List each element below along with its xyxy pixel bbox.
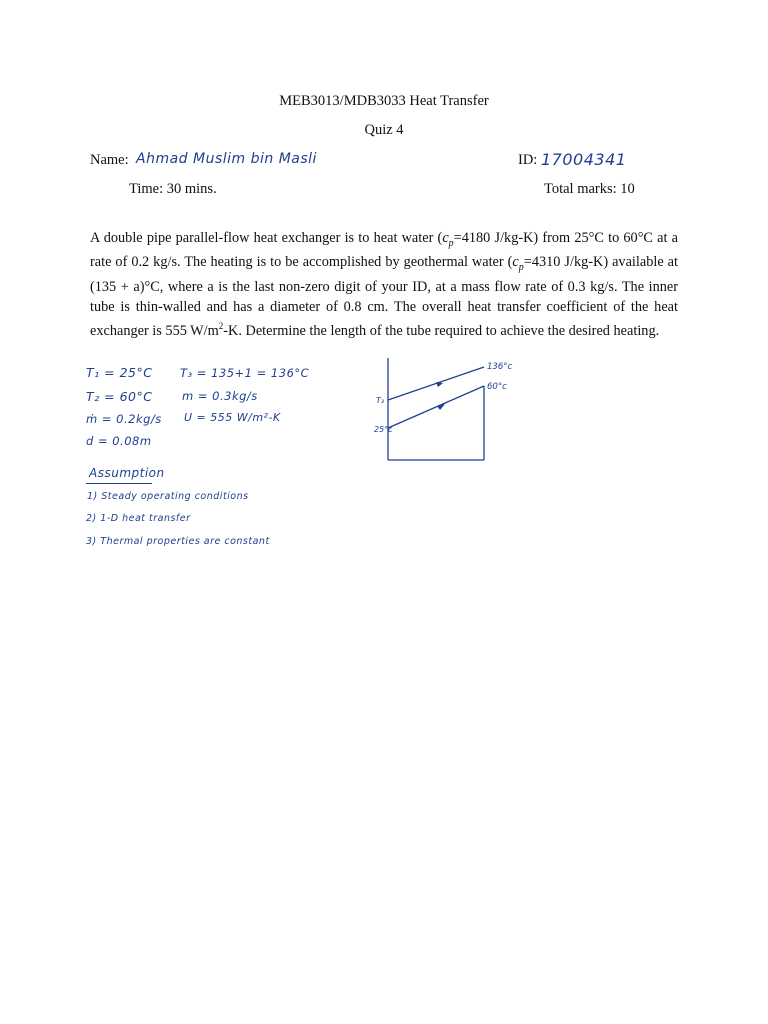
quiz-title: Quiz 4	[364, 122, 404, 138]
total-marks: Total marks: 10	[544, 181, 635, 197]
cold-fluid-line	[388, 386, 484, 428]
label-60c: 60°c	[487, 382, 507, 392]
time-limit: Time: 30 mins.	[129, 181, 217, 197]
assumption-1: 1) Steady operating conditions	[87, 491, 249, 502]
note-t3: T₃ = 135+1 = 136°C	[180, 366, 310, 380]
name-label: Name:	[90, 152, 129, 168]
label-t3: T₃	[376, 396, 385, 405]
note-diameter: d = 0.08m	[86, 434, 152, 448]
id-value: 17004341	[541, 150, 627, 169]
note-t2: T₂ = 60°C	[86, 389, 153, 404]
assumption-title: Assumption	[89, 466, 165, 480]
id-label: ID:	[518, 152, 538, 168]
label-25c: 25°c	[374, 425, 393, 434]
hot-flow-arrow	[436, 382, 443, 387]
assumption-underline	[86, 483, 152, 484]
assumption-2: 2) 1-D heat transfer	[86, 513, 191, 524]
course-title: MEB3013/MDB3033 Heat Transfer	[279, 93, 489, 109]
assumption-3: 3) Thermal properties are constant	[86, 536, 270, 547]
hot-fluid-line	[388, 367, 484, 400]
problem-statement: A double pipe parallel-flow heat exchanger is to heat water ($c_p=4180$ J/kg-K) from 25°C to 60°C at a rate of 0.2 kg/s. The heating is to be accomplished by geothermal water ($c_p=4310$ J/kg-K) available at (135 + a)°C, where a is the last non-zero digit of your ID, at a mass flow rate of 0.3 kg/s. The inner tube is thin-walled and has a diameter of 0.8 cm. The overall heat transfer coefficient of the heat exchanger is 555 $W/m^2-K$. Determine the length of the tube required to achieve the desired heating.	[90, 230, 679, 339]
note-mass-cold: ṁ = 0.2kg/s	[86, 412, 162, 426]
name-value: Ahmad Muslim bin Masli	[136, 151, 317, 167]
temperature-profile-sketch	[360, 352, 540, 467]
note-u-value: U = 555 W/m²-K	[184, 411, 281, 424]
note-mass-hot: m = 0.3kg/s	[182, 389, 258, 403]
label-136c: 136°c	[487, 362, 513, 372]
note-t1: T₁ = 25°C	[86, 365, 153, 380]
